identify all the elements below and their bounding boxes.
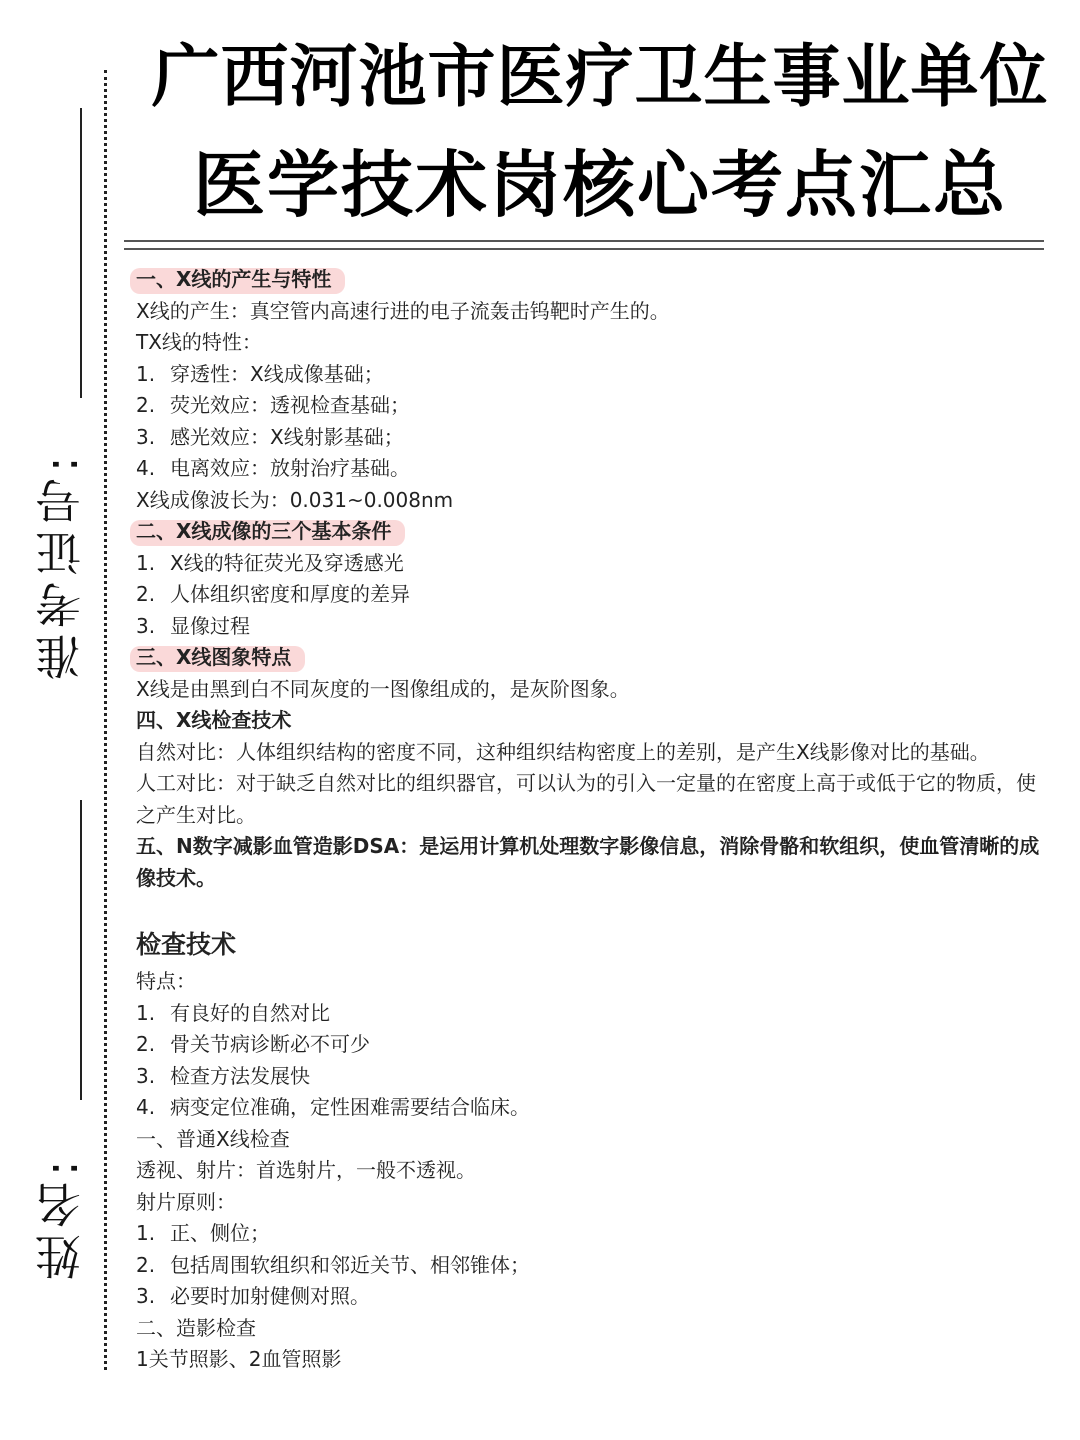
artificial-contrast: 人工对比：对于缺乏自然对比的组织器官，可以认为的引入一定量的在密度上高于或低于它的物质，使之产生对比。 xyxy=(136,771,1036,827)
section4-heading: 四、X线检查技术 xyxy=(136,708,292,732)
list-item: 1. X线的特征荧光及穿透感光 xyxy=(136,550,404,575)
section2-heading: 二、X线成像的三个基本条件 xyxy=(136,516,391,548)
title-divider-bottom xyxy=(124,248,1044,250)
section3-text: X线是由黑到白不同灰度的一图像组成的，是灰阶图象。 xyxy=(136,676,630,701)
list-item: 4. 电离效应：放射治疗基础。 xyxy=(136,456,410,480)
list-item: 1. 穿透性：X线成像基础； xyxy=(136,361,384,386)
list-item: 1. 有良好的自然对比 xyxy=(136,1000,330,1025)
xray-wavelength: X线成像波长为：0.031~0.008nm xyxy=(136,487,454,512)
name-label: 姓名: xyxy=(34,1154,88,1280)
sub1-heading: 一、普通X线检查 xyxy=(136,1126,290,1151)
xray-production: X线的产生：真空管内高速行进的电子流轰击钨靶时产生的。 xyxy=(136,298,670,323)
exam-id-label: 准考证号: xyxy=(34,450,88,680)
section1-heading: 一、X线的产生与特性 xyxy=(136,264,331,296)
list-item: 2. 包括周围软组织和邻近关节、相邻锥体； xyxy=(136,1252,530,1277)
name-fill-line xyxy=(80,800,82,1100)
sub2-text: 1关节照影、2血管照影 xyxy=(136,1347,342,1371)
binding-dashed-line xyxy=(104,70,107,1370)
sub1-text: 透视、射片：首选射片，一般不透视。 xyxy=(136,1158,476,1182)
list-item: 2. 骨关节病诊断必不可少 xyxy=(136,1032,370,1056)
exam-tech-heading: 检查技术 xyxy=(136,930,237,959)
document-title-line2: 医学技术岗核心考点汇总 xyxy=(192,143,1007,227)
list-item: 4. 病变定位准确，定性困难需要结合临床。 xyxy=(136,1095,530,1119)
sub2-heading: 二、造影检查 xyxy=(136,1315,256,1340)
exam-id-fill-line xyxy=(80,108,82,398)
features-label: 特点： xyxy=(136,969,196,993)
list-item: 3. 检查方法发展快 xyxy=(136,1063,310,1088)
list-item: 2. 人体组织密度和厚度的差异 xyxy=(136,582,410,606)
list-item: 2. 荧光效应：透视检查基础； xyxy=(136,393,410,417)
list-item: 3. 必要时加射健侧对照。 xyxy=(136,1284,370,1308)
list-item: 3. 感光效应：X线射影基础； xyxy=(136,424,404,449)
title-divider-top xyxy=(124,240,1044,242)
document-title-line1: 广西河池市医疗卫生事业单位 xyxy=(151,38,1049,117)
principles-label: 射片原则： xyxy=(136,1189,236,1214)
list-item: 1. 正、侧位； xyxy=(136,1221,270,1245)
list-item: 3. 显像过程 xyxy=(136,613,250,638)
section5-dsa: 五、N数字减影血管造影DSA：是运用计算机处理数字影像信息，消除骨骼和软组织，使血管清晰的成像技术。 xyxy=(136,834,1040,890)
document-body xyxy=(136,264,1042,1376)
section3-heading: 三、X线图象特点 xyxy=(136,642,291,674)
natural-contrast: 自然对比：人体组织结构的密度不同，这种组织结构密度上的差别，是产生X线影像对比的基础。 xyxy=(136,739,990,764)
xray-properties-label: TX线的特性： xyxy=(136,330,262,354)
